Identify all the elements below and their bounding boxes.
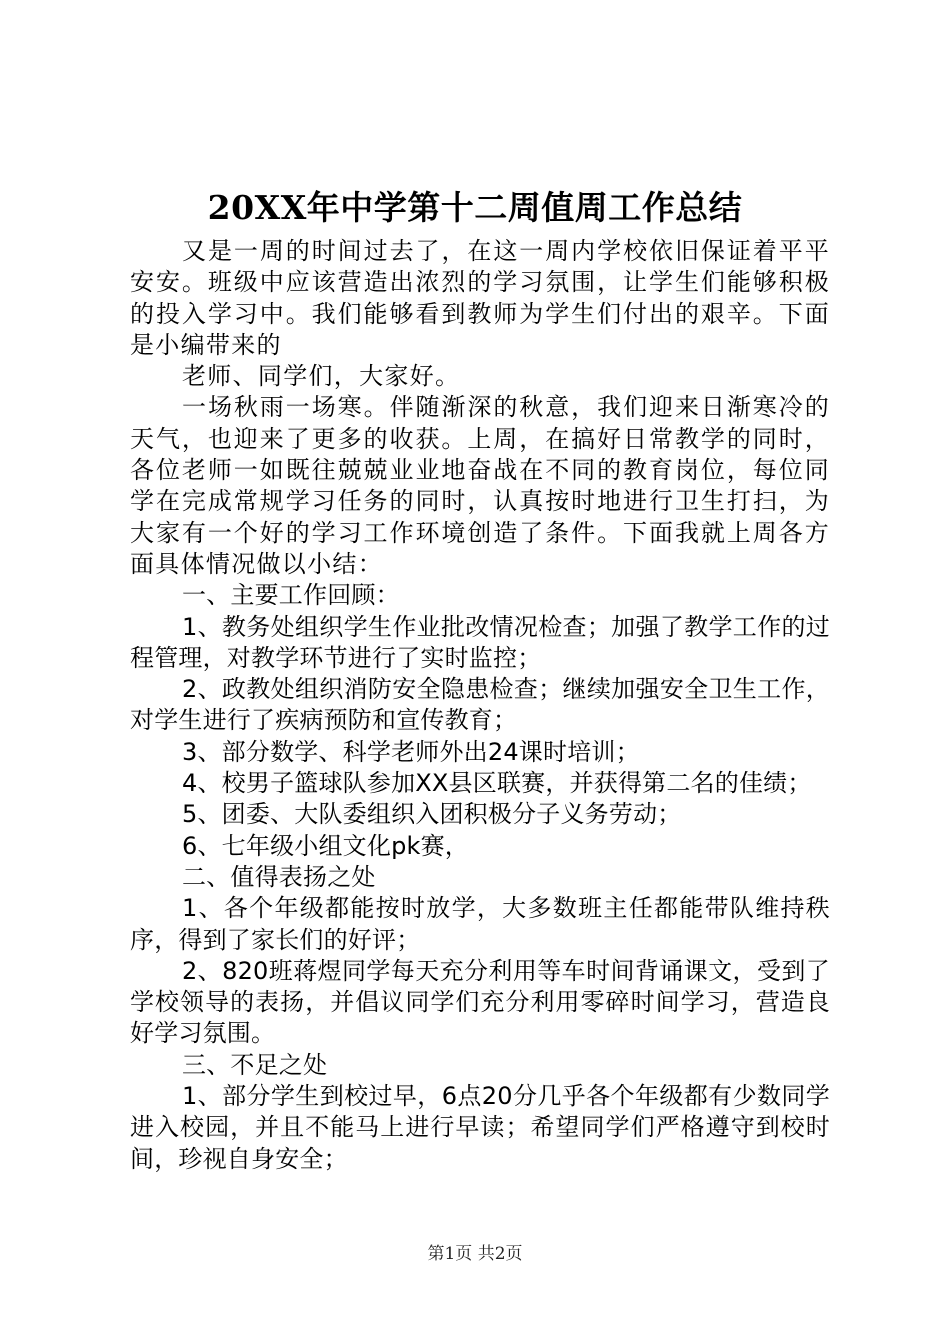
list-item: 1、教务处组织学生作业批改情况检查；加强了教学工作的过程管理，对教学环节进行了实时监控； [130, 612, 830, 672]
list-item: 1、部分学生到校过早，6点20分几乎各个年级都有少数同学进入校园，并且不能马上进行早读；希望同学们严格遵守到校时间，珍视自身安全； [130, 1082, 830, 1173]
paragraph-greeting: 老师、同学们，大家好。 [182, 362, 461, 391]
list-item: 2、政教处组织消防安全隐患检查；继续加强安全卫生工作，对学生进行了疾病预防和宣传教育； [130, 675, 830, 735]
page-footer: 第1页 共2页 [427, 1244, 523, 1264]
paragraph-intro: 又是一周的时间过去了，在这一周内学校依旧保证着平平安安。班级中应该营造出浓烈的学习氛围，让学生们能够积极的投入学习中。我们能够看到教师为学生们付出的艰辛。下面是小编带来的 [130, 237, 830, 359]
list-item: 6、七年级小组文化pk赛， [182, 831, 470, 860]
list-item: 3、部分数学、科学老师外出24课时培训； [182, 737, 640, 766]
list-item: 2、820班蒋煜同学每天充分利用等车时间背诵课文，受到了学校领导的表扬，并倡议同学们充分利用零碎时间学习，营造良好学习氛围。 [130, 956, 830, 1048]
list-item: 4、校男子篮球队参加XX县区联赛，并获得第二名的佳绩； [182, 769, 812, 798]
list-item: 1、各个年级都能按时放学，大多数班主任都能带队维持秩序，得到了家长们的好评； [130, 894, 830, 954]
section-heading-shortcomings: 三、不足之处 [182, 1050, 328, 1079]
paragraph-opening: 一场秋雨一场寒。伴随渐深的秋意，我们迎来日渐寒冷的天气，也迎来了更多的收获。上周，在搞好日常教学的同时，各位老师一如既往兢兢业业地奋战在不同的教育岗位，每位同学在完成常规学习任务的同时，认真按时地进行卫生打扫，为大家有一个好的学习工作环境创造了条件。下面我就上周各方面具体情况做以小结： [130, 393, 830, 578]
document-body [130, 236, 830, 1175]
section-heading-main-work: 一、主要工作回顾： [182, 581, 400, 610]
list-item: 5、团委、大队委组织入团积极分子义务劳动； [182, 800, 682, 829]
section-heading-praise: 二、值得表扬之处 [182, 862, 376, 891]
document-title: 20XX年中学第十二周值周工作总结 [207, 188, 743, 227]
